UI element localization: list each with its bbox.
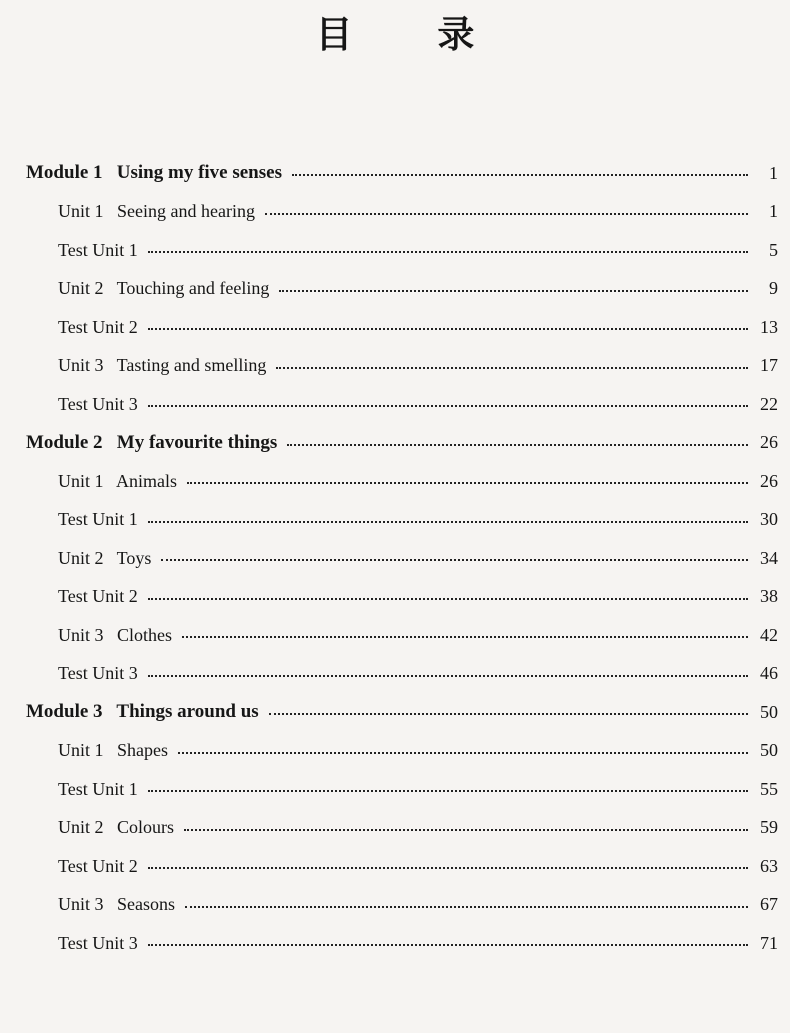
dot-leader [178,752,748,754]
toc-entry-label: Unit 1 Shapes [58,740,168,760]
toc-entry[interactable] [58,505,778,535]
toc-entry-label: Unit 3 Seasons [58,894,175,914]
dot-leader [148,790,748,792]
toc-entry-page: 50 [760,701,778,722]
toc-entry[interactable] [58,582,778,612]
dot-leader [185,906,748,908]
toc-entry[interactable] [58,543,778,573]
toc-entry-label: Test Unit 2 [58,316,138,337]
dot-leader [279,290,748,292]
toc-entry-label: Test Unit 3 [58,932,138,953]
toc-entry-label: Test Unit 3 [58,393,138,414]
toc-entry-page: 67 [760,894,778,914]
toc-entry-label: Unit 1 Animals [58,470,178,491]
toc-entry-label: Test Unit 1 [58,239,138,260]
toc-entry-page: 71 [760,932,778,953]
toc-entry-label: Module 2 My favourite things [26,431,278,453]
toc-entry-label: Unit 2 Toys [58,547,152,568]
dot-leader [148,944,748,946]
toc-entry-page: 38 [760,586,778,606]
dot-leader [161,559,748,561]
toc-entry[interactable] [58,620,778,650]
toc-entry[interactable] [58,890,778,920]
toc-entry-label: Unit 2 Touching and feeling [58,278,270,298]
dot-leader [148,675,748,677]
toc-entry[interactable] [58,851,778,881]
toc-entry-page: 42 [760,624,778,645]
toc-entry[interactable] [58,466,778,496]
toc-entry-page: 55 [760,778,778,799]
toc-entry[interactable] [26,697,778,727]
toc-entry-label: Test Unit 2 [58,586,138,606]
dot-leader [148,867,748,869]
toc-entry-page: 46 [760,663,778,683]
toc-entry[interactable] [58,774,778,804]
toc-entry-label: Unit 1 Seeing and hearing [58,201,255,221]
toc-entry-page: 22 [760,393,778,414]
toc-entry-label: Module 1 Using my five senses [26,162,282,183]
toc-entry-page: 26 [760,432,778,452]
toc-entry-page: 50 [760,740,778,760]
dot-leader [265,213,748,215]
dot-leader [182,636,748,638]
dot-leader [148,251,748,253]
toc-entry-label: Module 3 Things around us [26,701,259,722]
dot-leader [148,598,748,600]
toc-entry[interactable] [58,736,778,766]
toc-entry-page: 1 [769,162,778,183]
dot-leader [148,328,748,330]
toc-entry[interactable] [58,928,778,958]
toc-entry-label: Test Unit 2 [58,855,138,876]
toc-entry[interactable] [58,274,778,304]
toc-entry-page: 13 [760,316,778,337]
toc-entry-label: Test Unit 1 [58,778,138,799]
dot-leader [269,713,748,715]
page-title: 目 录 [315,13,511,56]
toc-entry-label: Unit 3 Clothes [58,624,173,645]
toc-entry[interactable] [58,235,778,265]
dot-leader [148,521,748,523]
dot-leader [292,174,748,176]
toc-entry-page: 59 [760,817,778,837]
toc-entry-label: Unit 3 Tasting and smelling [58,355,267,375]
toc-entry[interactable] [58,197,778,227]
toc-entry-page: 9 [769,278,778,298]
toc-entry[interactable] [58,312,778,342]
toc-entry-page: 34 [760,547,778,568]
toc-entry-page: 17 [760,355,778,375]
toc-entry-label: Test Unit 3 [58,663,138,683]
toc-entry[interactable] [26,428,778,458]
dot-leader [148,405,748,407]
toc-entry-page: 5 [769,239,778,260]
toc-entry-page: 63 [760,855,778,876]
dot-leader [276,367,748,369]
toc-entry[interactable] [58,389,778,419]
toc-entry-page: 26 [760,470,778,491]
toc-entry[interactable] [58,813,778,843]
toc-entry-page: 1 [769,201,778,221]
toc-entry-label: Unit 2 Colours [58,817,175,837]
toc-entry[interactable] [26,158,778,188]
dot-leader [287,444,748,446]
dot-leader [187,482,748,484]
toc-entry-label: Test Unit 1 [58,509,138,529]
dot-leader [184,829,748,831]
toc-entry-page: 30 [760,509,778,529]
toc-entry[interactable] [58,351,778,381]
toc-entry[interactable] [58,659,778,689]
